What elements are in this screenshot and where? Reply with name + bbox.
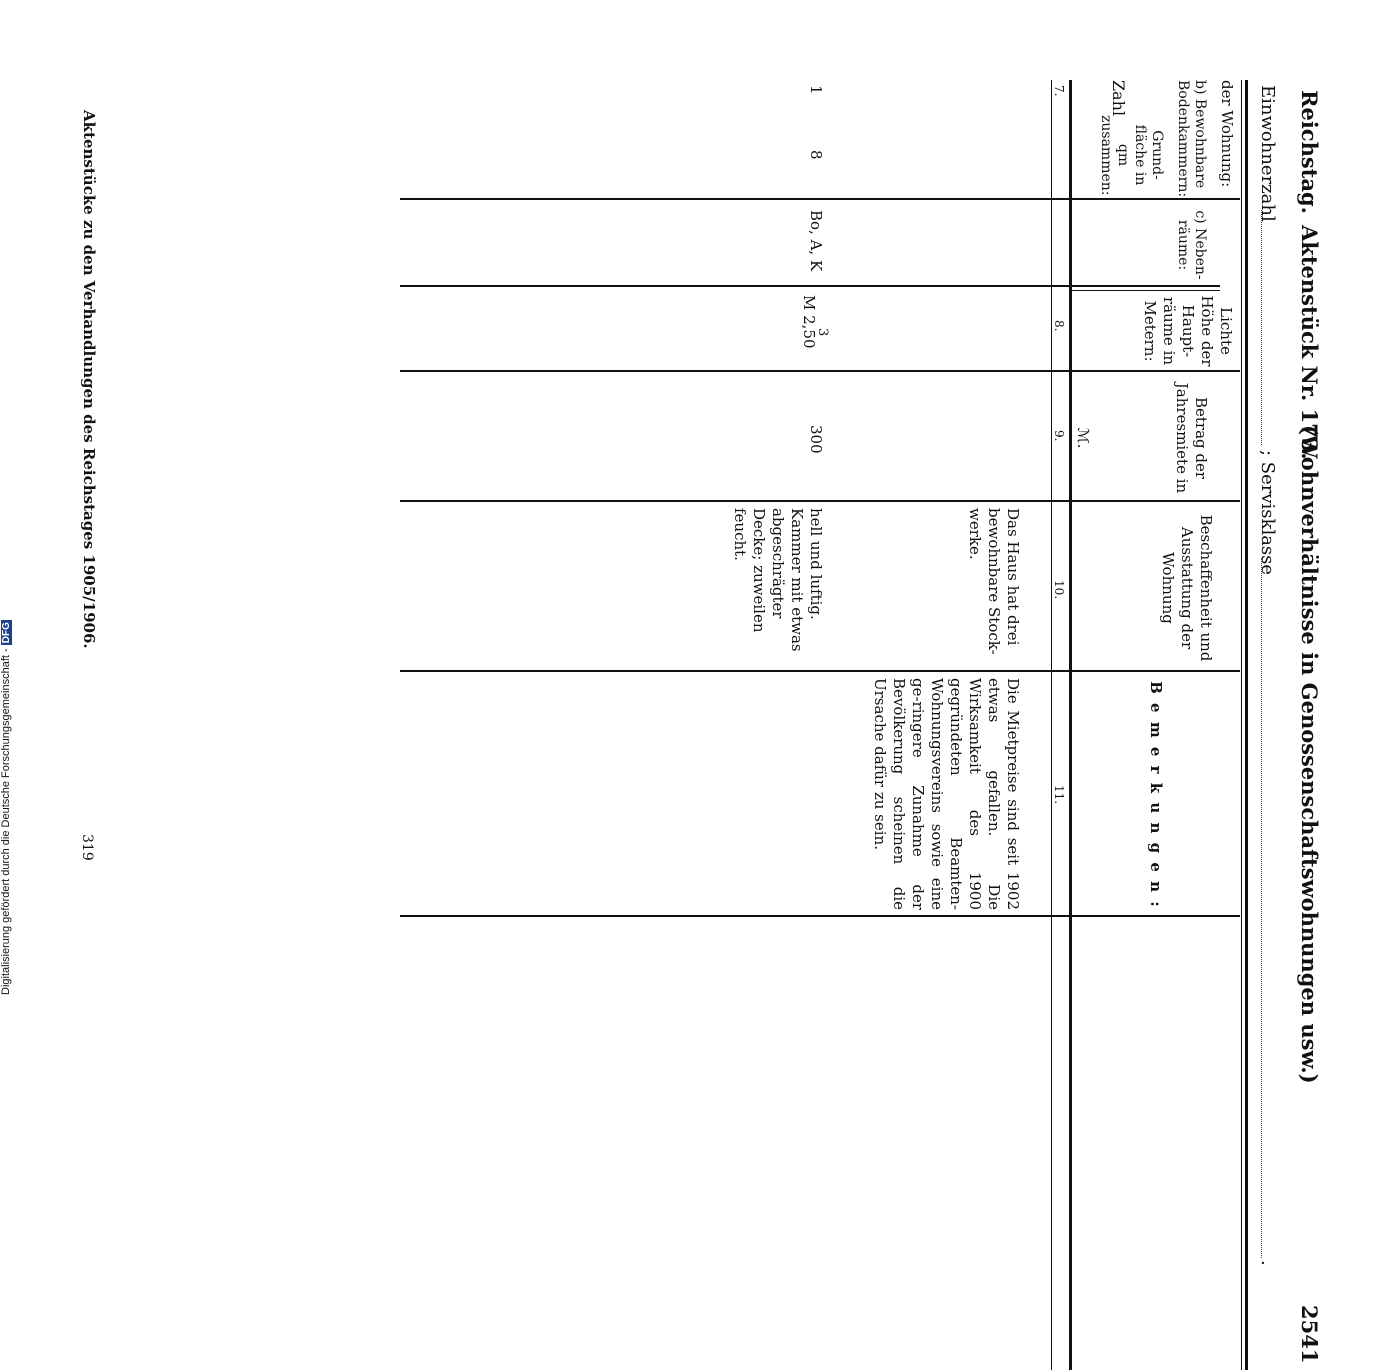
col-header-grundflaeche: Grund-fläche in qm zusammen: xyxy=(1098,115,1165,196)
col-sep-1 xyxy=(400,198,1240,200)
cell-beschaffenheit-wohnung: hell und luftig. Kammer mit etwas abgeschrägter Decke; zuweilen feucht. xyxy=(731,508,825,652)
cell-zahl: 1 xyxy=(807,85,825,95)
col-number-8: 8. xyxy=(1052,320,1066,332)
cell-nebenraeume: Bo, A, K xyxy=(807,210,825,272)
col-number-9: 9. xyxy=(1052,430,1066,442)
publication-name: Reichstag. xyxy=(1297,90,1322,214)
col-header-zahl: Zahl xyxy=(1109,80,1128,117)
credit-text: Digitalisierung gefördert durch die Deutsche Forschungsgemeinschaft - xyxy=(0,648,12,995)
cell-beschaffenheit-haus: Das Haus hat drei bewohnbare Stock-werke. xyxy=(966,508,1022,655)
col-sep-2b xyxy=(1070,290,1220,291)
cell-miete: 300 xyxy=(807,425,825,454)
col-number-10: 10. xyxy=(1052,580,1066,600)
cell-bemerkungen: Die Mietpreise sind seit 1902 etwas gefallen. Die Wirksamkeit des 1900 gegründeten Beamten-Wohnungsvereins sowie eine ge-ringere Zunahme der Bevölkerung scheinen die Ursache dafür zu sein. xyxy=(871,678,1022,910)
digitization-credit xyxy=(0,617,12,995)
header-bottom-rule xyxy=(1069,80,1072,1370)
document-number: Aktenstück Nr. 173. xyxy=(1297,225,1322,460)
header-page-number: 2541 xyxy=(1297,1305,1322,1364)
footer-text: Aktenstücke zu den Verhandlungen des Reichstages 1905/1906. xyxy=(80,110,98,649)
servisklasse-label: ; Servisklasse xyxy=(1257,450,1278,576)
col-sep-4 xyxy=(400,500,1240,502)
col-header-bodenkammern: b) Bewohnbare Bodenkammern: xyxy=(1175,80,1208,198)
document-page xyxy=(50,80,1340,1364)
group-label: der Wohnung: xyxy=(1218,80,1236,188)
number-row-rule xyxy=(1051,80,1052,1370)
col-sep-3 xyxy=(400,370,1240,372)
population-dots xyxy=(1261,210,1262,445)
col-header-nebenraeume: c) Neben-räume: xyxy=(1175,210,1208,280)
col-number-7: 7. xyxy=(1052,85,1066,97)
col-number-11: 11. xyxy=(1052,785,1066,805)
population-label: Einwohnerzahl xyxy=(1257,85,1278,222)
footer-page-number: 319 xyxy=(79,834,95,861)
col-header-miete-unit: ℳ. xyxy=(1074,427,1092,449)
servisklasse-dots xyxy=(1261,558,1262,1258)
cell-hoehe-top: 3 xyxy=(815,328,830,337)
table-top-rule-thin xyxy=(1241,80,1242,1370)
col-header-beschaffenheit: Beschaffenheit und Ausstattung der Wohnung xyxy=(1159,514,1215,662)
col-header-miete: Betrag der Jahresmiete in xyxy=(1173,382,1210,494)
cell-hoehe: M 2,50 xyxy=(800,295,818,349)
dfg-logo: DFG xyxy=(1,622,12,644)
page-title: (Wohnverhältnisse in Genossenschaftswohnungen usw.) xyxy=(1297,425,1322,1084)
cell-grundflaeche: 8 xyxy=(807,150,825,160)
table-top-rule xyxy=(1245,80,1248,1370)
col-sep-5 xyxy=(400,670,1240,672)
col-sep-6 xyxy=(400,915,1240,917)
col-header-hoehe: Lichte Höhe der Haupt-räume in Metern: xyxy=(1141,295,1235,367)
col-sep-2 xyxy=(400,285,1220,287)
subheader-end: . xyxy=(1257,1260,1278,1266)
col-header-bemerkungen: B e m e r k u n g e n : xyxy=(1147,681,1165,909)
